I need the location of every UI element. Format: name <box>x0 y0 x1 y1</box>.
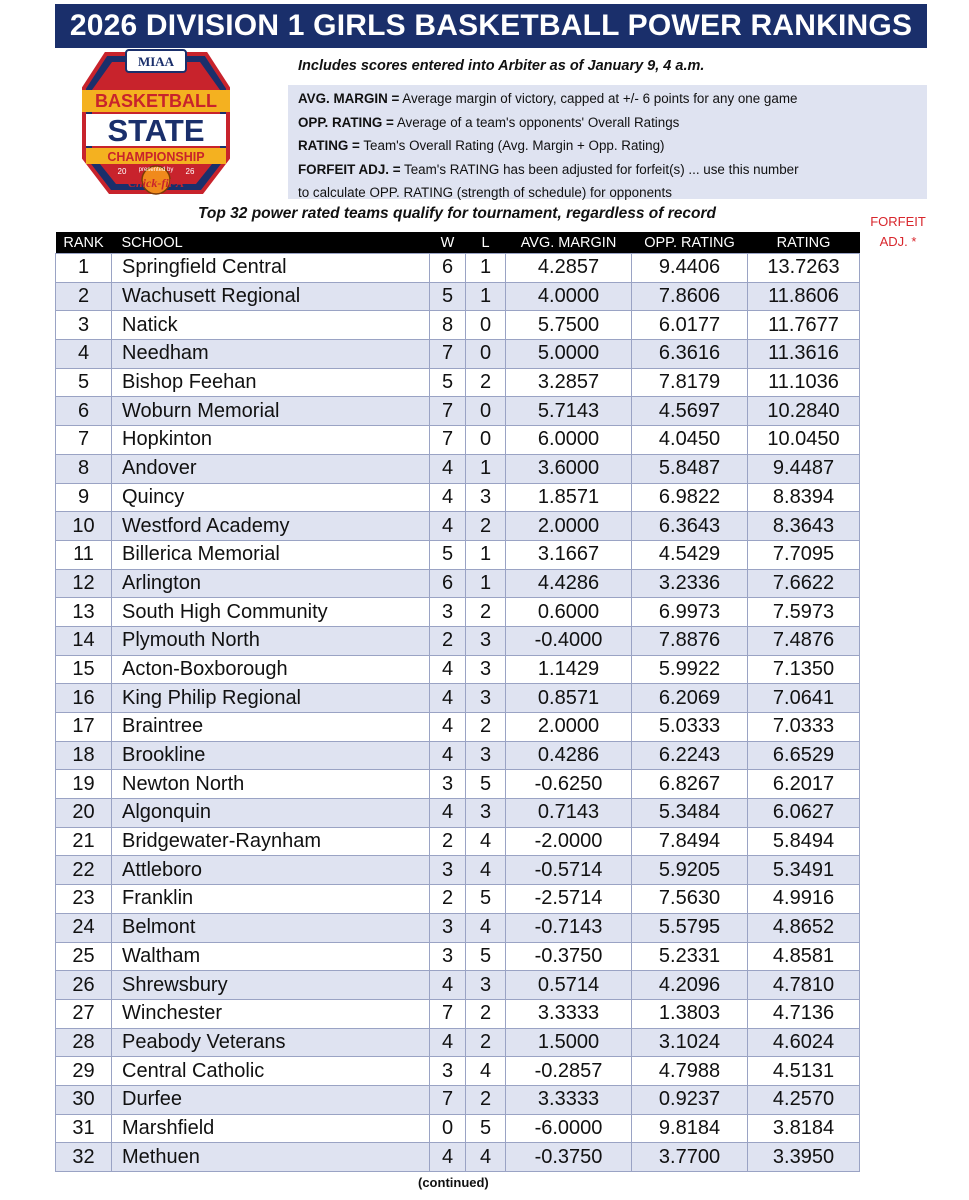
school-cell: Wachusett Regional <box>112 282 430 311</box>
wins-cell: 2 <box>430 626 466 655</box>
losses-cell: 3 <box>466 799 506 828</box>
opp-rating-cell: 6.3643 <box>632 512 748 541</box>
rank-cell: 10 <box>56 512 112 541</box>
opp-rating-cell: 5.0333 <box>632 713 748 742</box>
column-header-losses: L <box>466 232 506 254</box>
column-header-rating: RATING <box>748 232 860 254</box>
wins-cell: 7 <box>430 426 466 455</box>
school-cell: King Philip Regional <box>112 684 430 713</box>
avg-margin-cell: 3.3333 <box>506 1085 632 1114</box>
opp-rating-cell: 9.4406 <box>632 254 748 283</box>
rating-cell: 4.8652 <box>748 913 860 942</box>
school-cell: Woburn Memorial <box>112 397 430 426</box>
rank-cell: 5 <box>56 368 112 397</box>
table-row <box>56 426 860 455</box>
avg-margin-cell: -0.7143 <box>506 913 632 942</box>
rank-cell: 3 <box>56 311 112 340</box>
opp-rating-cell: 6.3616 <box>632 340 748 369</box>
avg-margin-cell: 0.6000 <box>506 598 632 627</box>
legend-item: AVG. MARGIN = Average margin of victory, capped at +/- 6 points for any one game <box>298 91 798 106</box>
opp-rating-cell: 4.5697 <box>632 397 748 426</box>
school-cell: Waltham <box>112 942 430 971</box>
rating-cell: 8.3643 <box>748 512 860 541</box>
column-header-avg-margin: AVG. MARGIN <box>506 232 632 254</box>
school-cell: Braintree <box>112 713 430 742</box>
legend-item: to calculate OPP. RATING (strength of schedule) for opponents <box>298 185 672 200</box>
rank-cell: 27 <box>56 999 112 1028</box>
column-header-opp-rating: OPP. RATING <box>632 232 748 254</box>
rating-cell: 4.9916 <box>748 885 860 914</box>
wins-cell: 5 <box>430 540 466 569</box>
wins-cell: 4 <box>430 713 466 742</box>
opp-rating-cell: 4.2096 <box>632 971 748 1000</box>
rank-cell: 7 <box>56 426 112 455</box>
logo-year-left: 20 <box>117 167 127 176</box>
rank-cell: 6 <box>56 397 112 426</box>
table-row <box>56 569 860 598</box>
avg-margin-cell: 1.5000 <box>506 1028 632 1057</box>
losses-cell: 3 <box>466 684 506 713</box>
avg-margin-cell: -2.0000 <box>506 827 632 856</box>
rank-cell: 4 <box>56 340 112 369</box>
rating-cell: 4.6024 <box>748 1028 860 1057</box>
losses-cell: 4 <box>466 856 506 885</box>
table-row <box>56 1028 860 1057</box>
wins-cell: 7 <box>430 397 466 426</box>
losses-cell: 1 <box>466 282 506 311</box>
rating-cell: 7.6622 <box>748 569 860 598</box>
rating-cell: 4.2570 <box>748 1085 860 1114</box>
rating-cell: 4.7136 <box>748 999 860 1028</box>
wins-cell: 6 <box>430 254 466 283</box>
avg-margin-cell: 0.8571 <box>506 684 632 713</box>
losses-cell: 1 <box>466 454 506 483</box>
wins-cell: 3 <box>430 1057 466 1086</box>
table-row <box>56 856 860 885</box>
legend-item: RATING = Team's Overall Rating (Avg. Margin + Opp. Rating) <box>298 138 665 153</box>
wins-cell: 5 <box>430 282 466 311</box>
losses-cell: 1 <box>466 254 506 283</box>
legend-box <box>288 85 927 199</box>
school-cell: South High Community <box>112 598 430 627</box>
rating-cell: 6.6529 <box>748 741 860 770</box>
rating-cell: 7.7095 <box>748 540 860 569</box>
losses-cell: 5 <box>466 1114 506 1143</box>
wins-cell: 3 <box>430 913 466 942</box>
opp-rating-cell: 5.5795 <box>632 913 748 942</box>
school-cell: Peabody Veterans <box>112 1028 430 1057</box>
avg-margin-cell: 1.1429 <box>506 655 632 684</box>
rank-cell: 29 <box>56 1057 112 1086</box>
school-cell: Central Catholic <box>112 1057 430 1086</box>
table-row <box>56 254 860 283</box>
forfeit-adj-note: FORFEIT ADJ. * <box>870 214 926 249</box>
avg-margin-cell: 0.4286 <box>506 741 632 770</box>
wins-cell: 4 <box>430 1143 466 1172</box>
opp-rating-cell: 3.7700 <box>632 1143 748 1172</box>
losses-cell: 4 <box>466 1057 506 1086</box>
opp-rating-cell: 4.0450 <box>632 426 748 455</box>
rank-cell: 2 <box>56 282 112 311</box>
table-row <box>56 626 860 655</box>
school-cell: Andover <box>112 454 430 483</box>
column-header-rank: RANK <box>56 232 112 254</box>
table-row <box>56 913 860 942</box>
rating-cell: 11.7677 <box>748 311 860 340</box>
school-cell: Plymouth North <box>112 626 430 655</box>
rank-cell: 24 <box>56 913 112 942</box>
rating-cell: 11.1036 <box>748 368 860 397</box>
losses-cell: 1 <box>466 569 506 598</box>
rank-cell: 30 <box>56 1085 112 1114</box>
school-cell: Natick <box>112 311 430 340</box>
losses-cell: 3 <box>466 483 506 512</box>
rating-cell: 5.8494 <box>748 827 860 856</box>
wins-cell: 4 <box>430 454 466 483</box>
opp-rating-cell: 7.8179 <box>632 368 748 397</box>
losses-cell: 2 <box>466 512 506 541</box>
wins-cell: 0 <box>430 1114 466 1143</box>
table-row <box>56 540 860 569</box>
rating-cell: 8.8394 <box>748 483 860 512</box>
losses-cell: 4 <box>466 913 506 942</box>
opp-rating-cell: 7.8494 <box>632 827 748 856</box>
rank-cell: 15 <box>56 655 112 684</box>
opp-rating-cell: 7.5630 <box>632 885 748 914</box>
rank-cell: 32 <box>56 1143 112 1172</box>
losses-cell: 2 <box>466 999 506 1028</box>
logo-year-right: 26 <box>185 167 195 176</box>
losses-cell: 2 <box>466 598 506 627</box>
rating-cell: 3.8184 <box>748 1114 860 1143</box>
table-row <box>56 799 860 828</box>
avg-margin-cell: 6.0000 <box>506 426 632 455</box>
losses-cell: 0 <box>466 426 506 455</box>
rank-cell: 25 <box>56 942 112 971</box>
wins-cell: 2 <box>430 827 466 856</box>
avg-margin-cell: 3.2857 <box>506 368 632 397</box>
subtitle: Includes scores entered into Arbiter as of January 9, 4 a.m. <box>298 58 705 74</box>
avg-margin-cell: 5.7500 <box>506 311 632 340</box>
rating-cell: 7.4876 <box>748 626 860 655</box>
opp-rating-cell: 7.8606 <box>632 282 748 311</box>
table-row <box>56 885 860 914</box>
opp-rating-cell: 6.9822 <box>632 483 748 512</box>
opp-rating-cell: 5.9922 <box>632 655 748 684</box>
rating-cell: 4.7810 <box>748 971 860 1000</box>
table-row <box>56 598 860 627</box>
column-header-wins: W <box>430 232 466 254</box>
opp-rating-cell: 6.2243 <box>632 741 748 770</box>
rank-cell: 12 <box>56 569 112 598</box>
avg-margin-cell: 4.2857 <box>506 254 632 283</box>
rating-cell: 7.0641 <box>748 684 860 713</box>
legend-item: OPP. RATING = Average of a team's opponents' Overall Ratings <box>298 114 680 130</box>
avg-margin-cell: 4.4286 <box>506 569 632 598</box>
wins-cell: 4 <box>430 512 466 541</box>
losses-cell: 5 <box>466 770 506 799</box>
avg-margin-cell: -0.6250 <box>506 770 632 799</box>
opp-rating-cell: 5.3484 <box>632 799 748 828</box>
table-row <box>56 827 860 856</box>
wins-cell: 6 <box>430 569 466 598</box>
school-cell: Brookline <box>112 741 430 770</box>
rating-cell: 13.7263 <box>748 254 860 283</box>
qualify-note: Top 32 power rated teams qualify for tournament, regardless of record <box>198 205 716 222</box>
rating-cell: 9.4487 <box>748 454 860 483</box>
miaa-championship-logo <box>82 46 230 198</box>
avg-margin-cell: 4.0000 <box>506 282 632 311</box>
rating-cell: 10.0450 <box>748 426 860 455</box>
avg-margin-cell: 2.0000 <box>506 512 632 541</box>
table-row <box>56 1057 860 1086</box>
rating-cell: 7.0333 <box>748 713 860 742</box>
losses-cell: 0 <box>466 340 506 369</box>
avg-margin-cell: 3.1667 <box>506 540 632 569</box>
school-cell: Attleboro <box>112 856 430 885</box>
avg-margin-cell: -0.3750 <box>506 1143 632 1172</box>
school-cell: Newton North <box>112 770 430 799</box>
rating-cell: 6.2017 <box>748 770 860 799</box>
table-row <box>56 1114 860 1143</box>
losses-cell: 2 <box>466 713 506 742</box>
school-cell: Winchester <box>112 999 430 1028</box>
avg-margin-cell: 2.0000 <box>506 713 632 742</box>
rating-cell: 4.5131 <box>748 1057 860 1086</box>
table-row <box>56 942 860 971</box>
rank-cell: 31 <box>56 1114 112 1143</box>
rankings-table <box>55 232 860 1172</box>
opp-rating-cell: 7.8876 <box>632 626 748 655</box>
rank-cell: 8 <box>56 454 112 483</box>
wins-cell: 4 <box>430 1028 466 1057</box>
losses-cell: 3 <box>466 655 506 684</box>
table-row <box>56 1143 860 1172</box>
wins-cell: 4 <box>430 655 466 684</box>
opp-rating-cell: 0.9237 <box>632 1085 748 1114</box>
rank-cell: 18 <box>56 741 112 770</box>
opp-rating-cell: 3.2336 <box>632 569 748 598</box>
table-row <box>56 282 860 311</box>
losses-cell: 1 <box>466 540 506 569</box>
rating-cell: 7.5973 <box>748 598 860 627</box>
wins-cell: 4 <box>430 971 466 1000</box>
avg-margin-cell: -0.2857 <box>506 1057 632 1086</box>
rank-cell: 16 <box>56 684 112 713</box>
opp-rating-cell: 1.3803 <box>632 999 748 1028</box>
school-cell: Hopkinton <box>112 426 430 455</box>
rank-cell: 14 <box>56 626 112 655</box>
table-row <box>56 368 860 397</box>
avg-margin-cell: 1.8571 <box>506 483 632 512</box>
logo-sponsor-prefix: presented by <box>138 167 174 173</box>
wins-cell: 2 <box>430 885 466 914</box>
wins-cell: 7 <box>430 999 466 1028</box>
avg-margin-cell: 3.3333 <box>506 999 632 1028</box>
table-row <box>56 397 860 426</box>
school-cell: Marshfield <box>112 1114 430 1143</box>
avg-margin-cell: 5.7143 <box>506 397 632 426</box>
opp-rating-cell: 3.1024 <box>632 1028 748 1057</box>
rating-cell: 11.3616 <box>748 340 860 369</box>
wins-cell: 8 <box>430 311 466 340</box>
page-title: 2026 DIVISION 1 GIRLS BASKETBALL POWER RANKINGS <box>55 4 927 48</box>
avg-margin-cell: -6.0000 <box>506 1114 632 1143</box>
school-cell: Quincy <box>112 483 430 512</box>
wins-cell: 5 <box>430 368 466 397</box>
losses-cell: 5 <box>466 885 506 914</box>
wins-cell: 7 <box>430 1085 466 1114</box>
opp-rating-cell: 5.8487 <box>632 454 748 483</box>
rank-cell: 21 <box>56 827 112 856</box>
rank-cell: 22 <box>56 856 112 885</box>
opp-rating-cell: 6.9973 <box>632 598 748 627</box>
school-cell: Methuen <box>112 1143 430 1172</box>
losses-cell: 3 <box>466 626 506 655</box>
continued-note: (continued) <box>418 1175 489 1190</box>
opp-rating-cell: 4.7988 <box>632 1057 748 1086</box>
rank-cell: 1 <box>56 254 112 283</box>
rank-cell: 23 <box>56 885 112 914</box>
logo-line3: CHAMPIONSHIP <box>107 150 205 164</box>
opp-rating-cell: 4.5429 <box>632 540 748 569</box>
table-row <box>56 483 860 512</box>
rank-cell: 13 <box>56 598 112 627</box>
wins-cell: 4 <box>430 741 466 770</box>
rank-cell: 20 <box>56 799 112 828</box>
losses-cell: 0 <box>466 397 506 426</box>
losses-cell: 3 <box>466 741 506 770</box>
school-cell: Springfield Central <box>112 254 430 283</box>
avg-margin-cell: 0.5714 <box>506 971 632 1000</box>
logo-line2: STATE <box>107 113 205 148</box>
column-header-school: SCHOOL <box>112 232 430 254</box>
losses-cell: 2 <box>466 1028 506 1057</box>
wins-cell: 3 <box>430 770 466 799</box>
table-row <box>56 1085 860 1114</box>
wins-cell: 4 <box>430 684 466 713</box>
school-cell: Arlington <box>112 569 430 598</box>
opp-rating-cell: 6.0177 <box>632 311 748 340</box>
losses-cell: 2 <box>466 368 506 397</box>
school-cell: Durfee <box>112 1085 430 1114</box>
rating-cell: 11.8606 <box>748 282 860 311</box>
table-row <box>56 741 860 770</box>
avg-margin-cell: -2.5714 <box>506 885 632 914</box>
opp-rating-cell: 5.2331 <box>632 942 748 971</box>
table-row <box>56 971 860 1000</box>
rating-cell: 7.1350 <box>748 655 860 684</box>
school-cell: Billerica Memorial <box>112 540 430 569</box>
avg-margin-cell: 0.7143 <box>506 799 632 828</box>
losses-cell: 4 <box>466 1143 506 1172</box>
school-cell: Algonquin <box>112 799 430 828</box>
losses-cell: 4 <box>466 827 506 856</box>
rank-cell: 19 <box>56 770 112 799</box>
rankings-body <box>56 254 860 1172</box>
wins-cell: 3 <box>430 942 466 971</box>
rating-cell: 5.3491 <box>748 856 860 885</box>
rating-cell: 3.3950 <box>748 1143 860 1172</box>
losses-cell: 2 <box>466 1085 506 1114</box>
school-cell: Shrewsbury <box>112 971 430 1000</box>
table-row <box>56 713 860 742</box>
losses-cell: 5 <box>466 942 506 971</box>
table-row <box>56 770 860 799</box>
wins-cell: 4 <box>430 799 466 828</box>
rank-cell: 9 <box>56 483 112 512</box>
opp-rating-cell: 9.8184 <box>632 1114 748 1143</box>
legend-item: FORFEIT ADJ. = Team's RATING has been adjusted for forfeit(s) ... use this number <box>298 161 799 177</box>
school-cell: Westford Academy <box>112 512 430 541</box>
rank-cell: 17 <box>56 713 112 742</box>
school-cell: Bridgewater-Raynham <box>112 827 430 856</box>
logo-line1: BASKETBALL <box>95 91 217 111</box>
opp-rating-cell: 6.2069 <box>632 684 748 713</box>
table-row <box>56 999 860 1028</box>
table-row <box>56 311 860 340</box>
table-row <box>56 684 860 713</box>
rank-cell: 28 <box>56 1028 112 1057</box>
school-cell: Acton-Boxborough <box>112 655 430 684</box>
table-row <box>56 512 860 541</box>
wins-cell: 7 <box>430 340 466 369</box>
rating-cell: 6.0627 <box>748 799 860 828</box>
avg-margin-cell: -0.4000 <box>506 626 632 655</box>
avg-margin-cell: 5.0000 <box>506 340 632 369</box>
opp-rating-cell: 6.8267 <box>632 770 748 799</box>
losses-cell: 0 <box>466 311 506 340</box>
rating-cell: 4.8581 <box>748 942 860 971</box>
table-row <box>56 340 860 369</box>
avg-margin-cell: -0.3750 <box>506 942 632 971</box>
school-cell: Needham <box>112 340 430 369</box>
rating-cell: 10.2840 <box>748 397 860 426</box>
avg-margin-cell: 3.6000 <box>506 454 632 483</box>
school-cell: Franklin <box>112 885 430 914</box>
logo-org-text: MIAA <box>137 54 175 69</box>
rank-cell: 11 <box>56 540 112 569</box>
school-cell: Bishop Feehan <box>112 368 430 397</box>
losses-cell: 3 <box>466 971 506 1000</box>
wins-cell: 3 <box>430 856 466 885</box>
opp-rating-cell: 5.9205 <box>632 856 748 885</box>
table-header-row <box>56 232 860 254</box>
rank-cell: 26 <box>56 971 112 1000</box>
wins-cell: 3 <box>430 598 466 627</box>
school-cell: Belmont <box>112 913 430 942</box>
avg-margin-cell: -0.5714 <box>506 856 632 885</box>
table-row <box>56 655 860 684</box>
table-row <box>56 454 860 483</box>
logo-sponsor: Chick-fil-A <box>128 176 184 190</box>
wins-cell: 4 <box>430 483 466 512</box>
